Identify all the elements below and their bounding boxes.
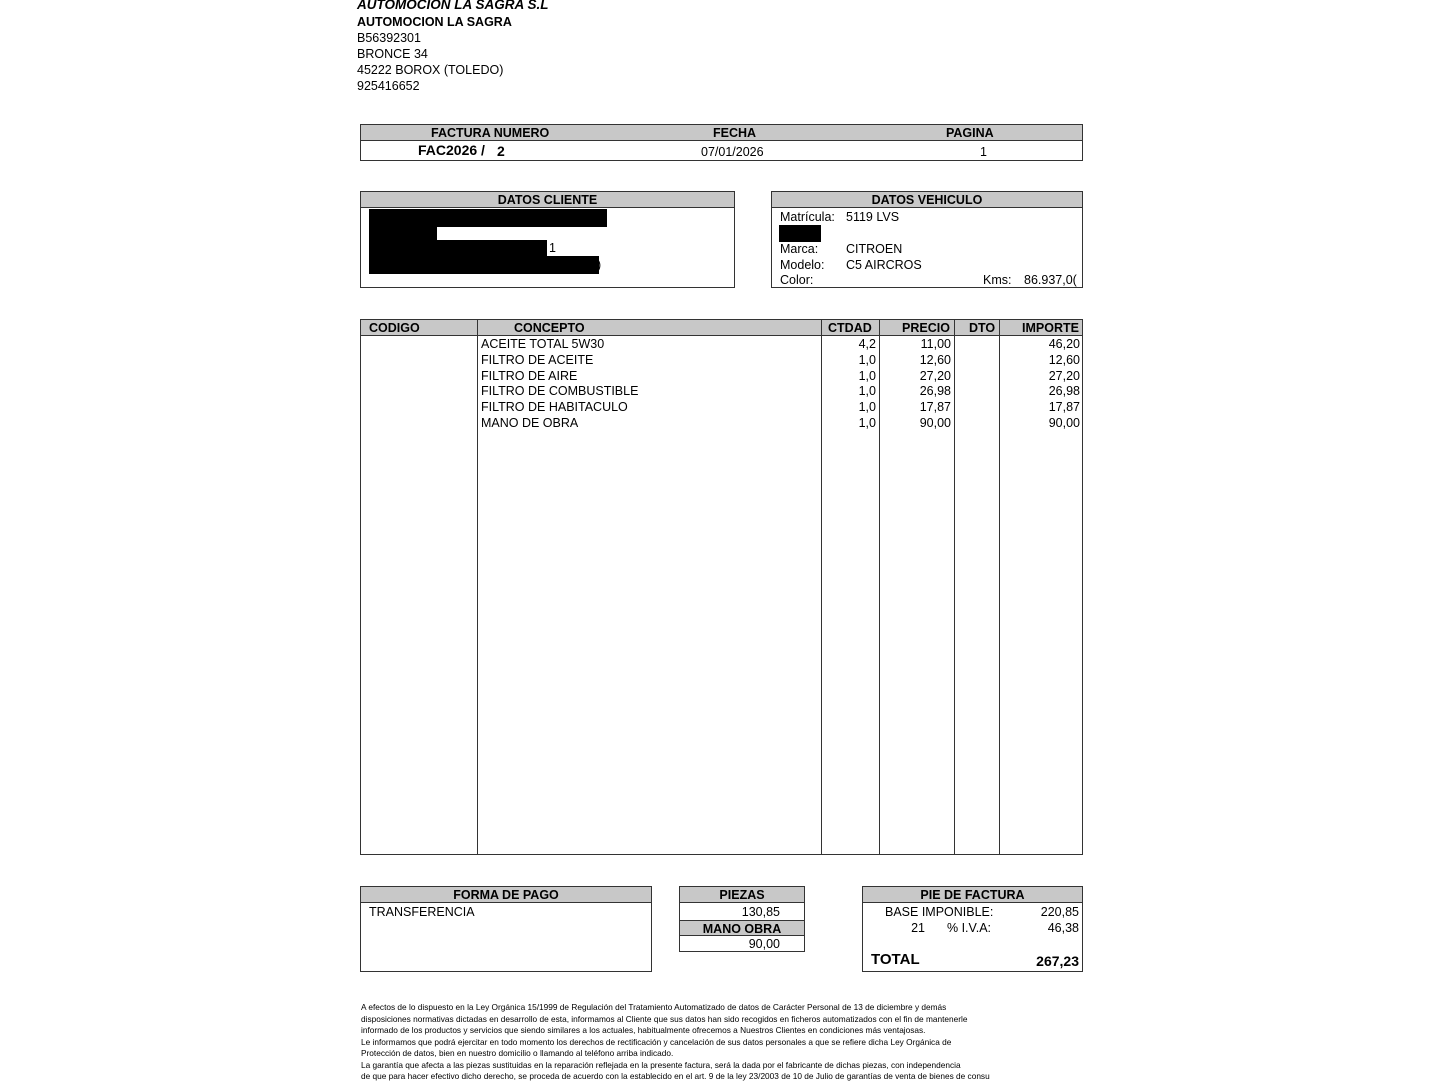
labor-title: MANO OBRA xyxy=(680,920,804,936)
invoice-page: 1 xyxy=(980,145,987,159)
items-header xyxy=(361,320,1082,336)
vehicle-box xyxy=(771,191,1083,288)
company-tax-id: B56392301 xyxy=(357,31,421,45)
table-row xyxy=(361,383,1082,399)
legal-line: A efectos de lo dispuesto en la Ley Orgánica 15/1999 de Regulación del Tratamiento Automatizado de datos de Carácter Personal de 13 de diciembre y demás xyxy=(361,1002,947,1012)
legal-line: informado de los productos y servicios que siendo similares a los actuales, habitualmente ofrecemos a Nuestros Clientes en condiciones más ventajosas. xyxy=(361,1025,926,1035)
col-amount-header: IMPORTE xyxy=(1022,321,1079,335)
invoice-header-box xyxy=(360,124,1083,161)
row-price: 17,87 xyxy=(919,400,951,414)
base-value: 220,85 xyxy=(1040,905,1079,919)
base-label: BASE IMPONIBLE: xyxy=(885,905,994,919)
row-concept: FILTRO DE HABITACULO xyxy=(481,400,628,414)
company-legal-name: AUTOMOCION LA SAGRA S.L xyxy=(357,0,549,12)
company-phone: 925416652 xyxy=(357,79,420,93)
row-price: 26,98 xyxy=(919,384,951,398)
row-concept: ACEITE TOTAL 5W30 xyxy=(481,337,605,351)
vat-rate: 21 xyxy=(911,921,925,935)
footer-box xyxy=(862,886,1083,972)
redacted-vehicle-field xyxy=(779,225,821,242)
row-qty: 4,2 xyxy=(858,337,876,351)
invoice-header-bar xyxy=(361,125,1082,141)
client-title: DATOS CLIENTE xyxy=(361,192,734,208)
client-address-tail: 1 xyxy=(549,241,556,255)
col-disc-header: DTO xyxy=(969,321,996,335)
row-amount: 12,60 xyxy=(1048,353,1080,367)
col-code-header: CODIGO xyxy=(369,321,420,335)
footer-title: PIE DE FACTURA xyxy=(863,887,1082,903)
invoice-number: 2 xyxy=(497,143,505,159)
parts-box xyxy=(679,886,805,952)
row-concept: FILTRO DE ACEITE xyxy=(481,353,594,367)
row-amount: 90,00 xyxy=(1048,416,1080,430)
invoice-date-label: FECHA xyxy=(713,126,757,140)
parts-title: PIEZAS xyxy=(680,887,804,903)
col-qty-header: CTDAD xyxy=(828,321,872,335)
legal-line: disposiciones normativas dictadas en desarrollo de esta, informamos al Cliente que sus datos han sido recogidos en ficheros automatizados con el fin de mantenerle xyxy=(361,1013,968,1024)
legal-line: Le informamos que podrá ejercitar en todo momento los derechos de rectificación y cancelación de sus datos personales a que se refiere dicha Ley Orgánica de xyxy=(361,1036,952,1047)
row-qty: 1,0 xyxy=(858,400,876,414)
row-qty: 1,0 xyxy=(858,353,876,367)
vehicle-title: DATOS VEHICULO xyxy=(772,192,1082,208)
row-price: 27,20 xyxy=(919,369,951,383)
row-price: 11,00 xyxy=(920,337,951,351)
row-amount: 17,87 xyxy=(1048,400,1080,414)
company-trade-name: AUTOMOCION LA SAGRA xyxy=(357,15,512,29)
legal-line: La garantía que afecta a las piezas sustituidas en la reparación reflejada en la presente factura, será la dada por el fabricante de dichas piezas, con independencia xyxy=(361,1059,961,1070)
row-amount: 46,20 xyxy=(1048,337,1080,351)
row-qty: 1,0 xyxy=(858,384,876,398)
legal-line: de que para hacer efectivo dicho derecho, se proceda de acuerdo con la establecido en el art. 9 de la ley 23/2003 de 10 de Julio de garantías de venta de bienes de consu xyxy=(361,1071,990,1081)
redacted-client-name xyxy=(369,209,607,227)
client-city-tail: ) xyxy=(597,258,602,272)
row-qty: 1,0 xyxy=(858,369,876,383)
table-row xyxy=(361,415,1082,431)
table-row xyxy=(361,399,1082,415)
legal-line: Protección de datos, bien en nuestro domicilio o llamando al teléfono arriba indicado. xyxy=(361,1048,674,1058)
vehicle-brand: CITROEN xyxy=(846,242,903,256)
parts-value: 130,85 xyxy=(741,905,780,919)
vehicle-plate: 5119 LVS xyxy=(846,210,900,224)
total-value: 267,23 xyxy=(1036,953,1079,969)
row-concept: FILTRO DE AIRE xyxy=(481,369,578,383)
vehicle-brand-label: Marca: xyxy=(780,242,819,256)
vehicle-model: C5 AIRCROS xyxy=(846,258,922,272)
redacted-client-address xyxy=(369,240,547,256)
vehicle-model-label: Modelo: xyxy=(780,258,825,272)
row-price: 90,00 xyxy=(919,416,951,430)
row-concept: MANO DE OBRA xyxy=(481,416,579,430)
payment-box xyxy=(360,886,652,972)
payment-title: FORMA DE PAGO xyxy=(361,887,651,903)
total-label: TOTAL xyxy=(871,951,920,968)
col-price-header: PRECIO xyxy=(902,321,950,335)
vat-label: % I.V.A: xyxy=(947,921,992,935)
items-table xyxy=(360,319,1083,855)
company-street: BRONCE 34 xyxy=(357,47,428,61)
invoice-date: 07/01/2026 xyxy=(701,145,764,159)
vehicle-kms: 86.937,0( xyxy=(1024,273,1077,287)
redacted-client-city xyxy=(369,256,602,274)
row-price: 12,60 xyxy=(919,353,951,367)
invoice-number-label: FACTURA NUMERO xyxy=(431,126,550,140)
table-row xyxy=(361,368,1082,384)
col-concept-header: CONCEPTO xyxy=(514,321,585,335)
row-amount: 27,20 xyxy=(1048,369,1080,383)
payment-method: TRANSFERENCIA xyxy=(369,905,475,919)
vat-value: 46,38 xyxy=(1047,921,1079,935)
client-box xyxy=(360,191,735,288)
vehicle-color-label: Color: xyxy=(780,273,814,287)
row-concept: FILTRO DE COMBUSTIBLE xyxy=(481,384,639,398)
table-row xyxy=(361,352,1082,368)
row-amount: 26,98 xyxy=(1048,384,1080,398)
company-city: 45222 BOROX (TOLEDO) xyxy=(357,63,504,77)
table-row xyxy=(361,336,1082,352)
row-qty: 1,0 xyxy=(858,416,876,430)
legal-notice xyxy=(361,1002,1061,1083)
labor-value: 90,00 xyxy=(748,937,780,951)
vehicle-plate-label: Matrícula: xyxy=(780,210,835,224)
vehicle-kms-label: Kms: xyxy=(983,273,1012,287)
invoice-page-label: PAGINA xyxy=(946,126,994,140)
invoice-series: FAC2026 / xyxy=(418,142,485,158)
